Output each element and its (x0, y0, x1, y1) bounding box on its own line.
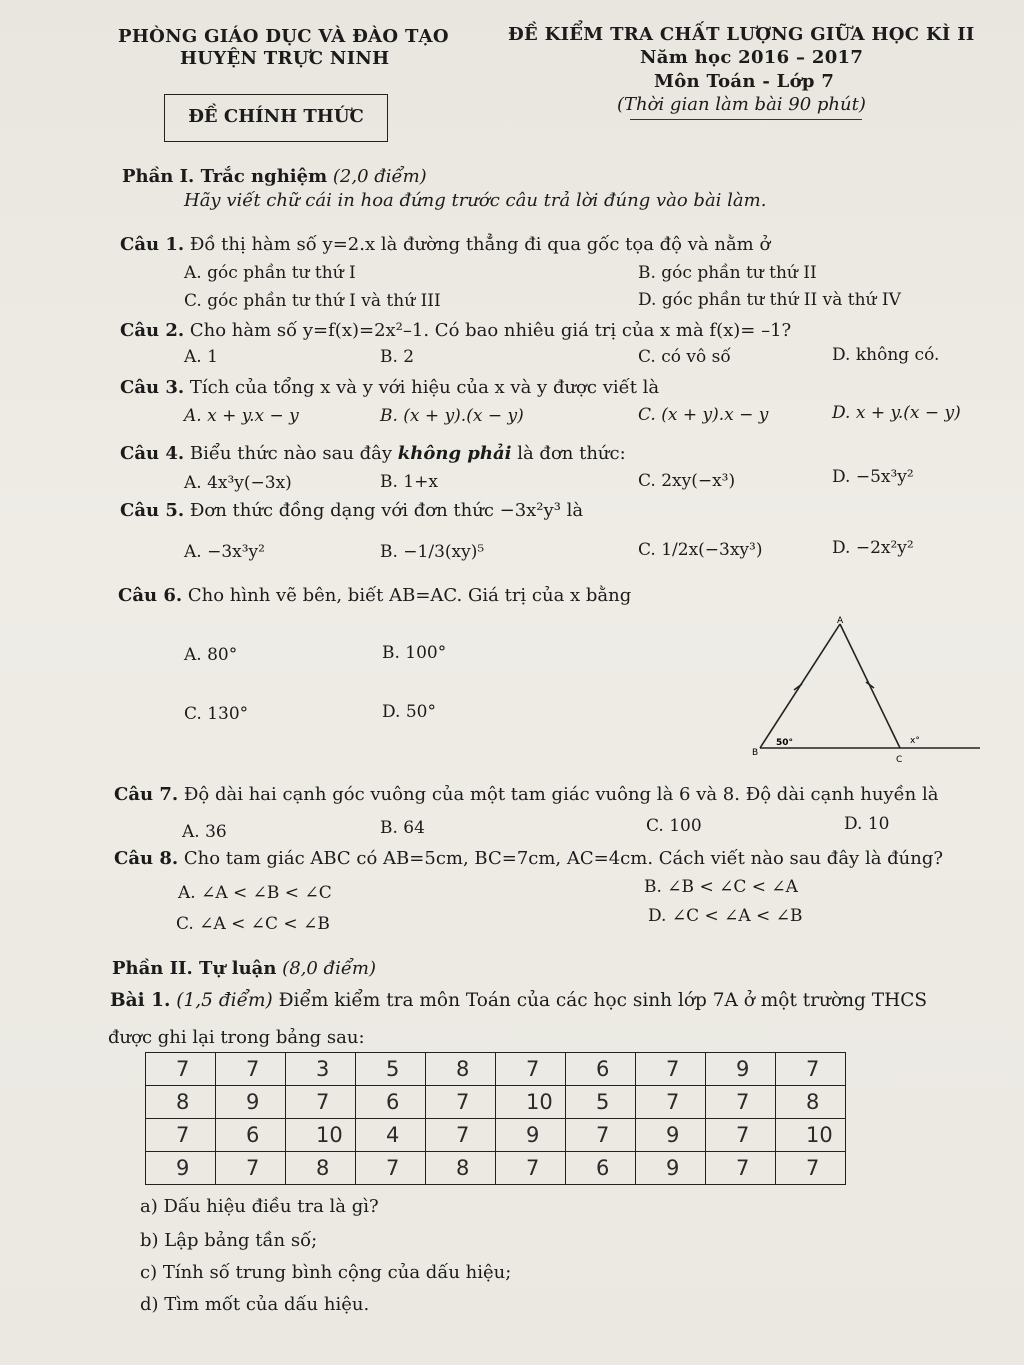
table-row (146, 1152, 846, 1185)
q6-option-d: D. 50° (382, 702, 436, 722)
question-3 (120, 377, 659, 398)
q5-option-c: C. 1/2x(−3xy³) (638, 540, 763, 560)
task-d: d) Tìm mốt của dấu hiệu. (140, 1294, 370, 1315)
table-cell: 9 (216, 1086, 286, 1119)
bai1-label: Bài 1. (110, 990, 171, 1011)
side-ac (840, 624, 900, 748)
q5-text: Đơn thức đồng dạng với đơn thức −3x²y³ là (189, 500, 584, 521)
table-cell: 4 (356, 1119, 426, 1152)
q3-option-b: B. (x + y).(x − y) (380, 406, 524, 426)
table-cell: 9 (636, 1119, 706, 1152)
q2-option-b: B. 2 (380, 347, 415, 367)
q1-label: Câu 1. (120, 234, 185, 255)
table-cell: 7 (426, 1086, 496, 1119)
table-cell: 9 (146, 1152, 216, 1185)
q1-option-b: B. góc phần tư thứ II (638, 263, 817, 283)
score-table (145, 1052, 846, 1185)
table-cell: 10 (776, 1119, 846, 1152)
table-cell: 7 (216, 1053, 286, 1086)
q2-label: Câu 2. (120, 320, 185, 341)
table-cell: 7 (776, 1152, 846, 1185)
table-cell: 7 (706, 1152, 776, 1185)
q6-option-c: C. 130° (184, 704, 249, 724)
q2-option-d: D. không có. (832, 345, 940, 365)
table-cell: 7 (636, 1086, 706, 1119)
q8-text: Cho tam giác ABC có AB=5cm, BC=7cm, AC=4cm. Cách viết nào sau đây là đúng? (183, 848, 944, 869)
table-cell: 9 (636, 1152, 706, 1185)
table-cell: 6 (356, 1086, 426, 1119)
table-cell: 3 (286, 1053, 356, 1086)
q2-option-a: A. 1 (184, 347, 218, 367)
part2-title: Phần II. Tự luận (112, 958, 277, 979)
table-cell: 8 (146, 1086, 216, 1119)
header-underline (630, 119, 862, 120)
question-5 (120, 500, 583, 521)
table-cell: 7 (776, 1053, 846, 1086)
q4-text-after: là đơn thức: (517, 443, 626, 464)
bai1-points: (1,5 điểm) (176, 990, 273, 1011)
table-cell: 8 (776, 1086, 846, 1119)
part1-heading (122, 166, 427, 187)
q5-option-b: B. −1/3(xy)⁵ (380, 542, 485, 562)
q1-option-c: C. góc phần tư thứ I và thứ III (184, 291, 441, 311)
table-cell: 5 (356, 1053, 426, 1086)
official-label: ĐỀ CHÍNH THỨC (188, 106, 364, 127)
bai1-line1 (110, 990, 927, 1011)
part2-heading (112, 958, 376, 979)
table-row (146, 1119, 846, 1152)
part1-title: Phần I. Trắc nghiệm (122, 166, 328, 187)
part1-points: (2,0 điểm) (332, 166, 427, 187)
q2-option-c: C. có vô số (638, 347, 731, 367)
angle-x-label: x° (910, 736, 920, 746)
header-district: HUYỆN TRỰC NINH (180, 48, 390, 69)
q8-option-a: A. ∠A < ∠B < ∠C (178, 883, 332, 903)
q8-option-b: B. ∠B < ∠C < ∠A (644, 877, 798, 897)
table-cell: 7 (146, 1053, 216, 1086)
table-cell: 8 (426, 1152, 496, 1185)
vertex-c: C (896, 755, 903, 765)
q6-text: Cho hình vẽ bên, biết AB=AC. Giá trị của x bằng (187, 585, 632, 606)
bai1-line2: được ghi lại trong bảng sau: (108, 1027, 365, 1048)
table-cell: 10 (286, 1119, 356, 1152)
question-6 (118, 585, 631, 606)
q7-label: Câu 7. (114, 784, 179, 805)
q1-text: Đồ thị hàm số y=2.x là đường thẳng đi qua gốc tọa độ và nằm ở (189, 234, 771, 255)
q7-option-b: B. 64 (380, 818, 425, 838)
q4-text-before: Biểu thức nào sau đây (189, 443, 393, 464)
table-cell: 7 (566, 1119, 636, 1152)
table-row (146, 1053, 846, 1086)
q5-option-a: A. −3x³y² (184, 542, 265, 562)
question-2 (120, 320, 791, 341)
table-cell: 7 (496, 1152, 566, 1185)
table-cell: 7 (496, 1053, 566, 1086)
table-cell: 7 (356, 1152, 426, 1185)
q3-label: Câu 3. (120, 377, 185, 398)
subject: Môn Toán - Lớp 7 (654, 71, 835, 92)
table-cell: 6 (566, 1152, 636, 1185)
question-1 (120, 234, 770, 255)
q3-option-a: A. x + y.x − y (184, 406, 299, 426)
part2-points: (8,0 điểm) (282, 958, 376, 979)
vertex-a: A (837, 616, 844, 626)
q8-option-c: C. ∠A < ∠C < ∠B (176, 914, 330, 934)
header-department: PHÒNG GIÁO DỤC VÀ ĐÀO TẠO (118, 26, 449, 47)
table-cell: 8 (286, 1152, 356, 1185)
table-cell: 9 (496, 1119, 566, 1152)
q6-option-b: B. 100° (382, 643, 447, 663)
vertex-b: B (752, 748, 759, 758)
q4-text-emph: không phải (397, 443, 512, 464)
table-cell: 10 (496, 1086, 566, 1119)
table-cell: 8 (426, 1053, 496, 1086)
table-cell: 7 (146, 1119, 216, 1152)
task-c: c) Tính số trung bình cộng của dấu hiệu; (140, 1262, 512, 1283)
q7-option-c: C. 100 (646, 816, 702, 836)
table-cell: 7 (216, 1152, 286, 1185)
table-cell: 6 (216, 1119, 286, 1152)
table-row (146, 1086, 846, 1119)
q4-label: Câu 4. (120, 443, 185, 464)
q7-option-d: D. 10 (844, 814, 890, 834)
table-cell: 9 (706, 1053, 776, 1086)
table-cell: 7 (706, 1119, 776, 1152)
task-b: b) Lập bảng tần số; (140, 1230, 318, 1251)
q7-text: Độ dài hai cạnh góc vuông của một tam giác vuông là 6 và 8. Độ dài cạnh huyền là (183, 784, 939, 805)
table-cell: 5 (566, 1086, 636, 1119)
q8-label: Câu 8. (114, 848, 179, 869)
q6-option-a: A. 80° (184, 645, 238, 665)
table-cell: 6 (566, 1053, 636, 1086)
q3-text: Tích của tổng x và y với hiệu của x và y được viết là (189, 377, 660, 398)
table-cell: 7 (426, 1119, 496, 1152)
task-a: a) Dấu hiệu điều tra là gì? (140, 1196, 379, 1217)
q2-text: Cho hàm số y=f(x)=2x²–1. Có bao nhiêu giá trị của x mà f(x)= –1? (189, 320, 792, 341)
q4-option-c: C. 2xy(−x³) (638, 471, 736, 491)
q1-option-a: A. góc phần tư thứ I (184, 263, 356, 283)
q1-option-d: D. góc phần tư thứ II và thứ IV (638, 290, 901, 310)
table-cell: 7 (636, 1053, 706, 1086)
question-4 (120, 443, 626, 464)
triangle-figure (740, 610, 990, 770)
q4-option-a: A. 4x³y(−3x) (184, 473, 292, 493)
exam-title: ĐỀ KIỂM TRA CHẤT LƯỢNG GIỮA HỌC KÌ II (508, 24, 975, 45)
q5-label: Câu 5. (120, 500, 185, 521)
table-cell: 7 (706, 1086, 776, 1119)
table-cell: 7 (286, 1086, 356, 1119)
official-box (164, 94, 388, 142)
q8-option-d: D. ∠C < ∠A < ∠B (648, 906, 803, 926)
q3-option-d: D. x + y.(x − y) (832, 403, 961, 423)
angle-b-label: 50° (776, 738, 794, 748)
q7-option-a: A. 36 (182, 822, 227, 842)
part1-instruction: Hãy viết chữ cái in hoa đứng trước câu trả lời đúng vào bài làm. (184, 190, 767, 211)
q4-option-d: D. −5x³y² (832, 467, 914, 487)
question-7 (114, 784, 938, 805)
question-8 (114, 848, 943, 869)
bai1-text: Điểm kiểm tra môn Toán của các học sinh lớp 7A ở một trường THCS (278, 990, 928, 1011)
q5-option-d: D. −2x²y² (832, 538, 914, 558)
q6-label: Câu 6. (118, 585, 183, 606)
q3-option-c: C. (x + y).x − y (638, 405, 769, 425)
time-limit: (Thời gian làm bài 90 phút) (617, 94, 866, 115)
school-year: Năm học 2016 – 2017 (640, 47, 864, 68)
q4-option-b: B. 1+x (380, 472, 438, 492)
